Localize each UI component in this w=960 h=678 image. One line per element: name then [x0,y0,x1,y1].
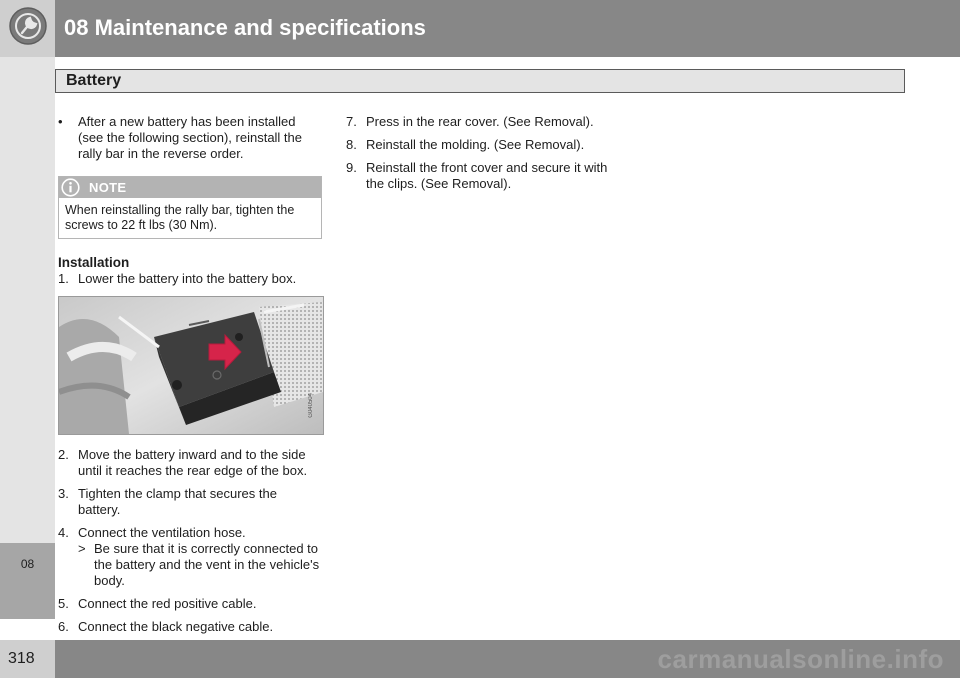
step-number: 8. [346,137,357,152]
step-item [58,271,322,287]
battery-illustration [58,296,324,435]
step-item [346,114,616,130]
page-number-box [0,640,55,678]
bullet-text: After a new battery has been installed (see the following section), reinstall the rally bar in the reverse order. [78,114,303,161]
step-item [58,447,322,479]
sub-step [78,541,322,589]
step-item [346,160,616,192]
step-text: Move the battery inward and to the side until it reaches the rear edge of the box. [78,447,308,478]
side-tab-label: 08 [20,557,35,571]
bullet-item [58,114,322,162]
steps-list [58,447,322,635]
step-number: 3. [58,486,69,501]
step-item [58,596,322,612]
bullet-dot: • [58,114,63,129]
step-item [346,137,616,153]
watermark: carmanualsonline.info [657,644,944,674]
battery-illustration-drawing [59,297,323,434]
sub-step-marker: > [78,541,86,556]
column-left [58,114,322,642]
note-text: When reinstalling the rally bar, tighten the screws to 22 ft lbs (30 Nm). [65,203,295,232]
section-bar [55,69,905,93]
side-tab-marker [0,543,55,619]
sub-step-text: Be sure that it is correctly connected to the battery and the vent in the vehicle's body. [94,541,320,588]
page-header [0,0,960,57]
step-number: 6. [58,619,69,634]
note-box [58,176,322,239]
step-text: Connect the ventilation hose. [78,525,246,540]
step-number: 1. [58,271,69,286]
page-title: 08 Maintenance and specifications [64,15,426,40]
step-text: Connect the black negative cable. [78,619,274,634]
step-text: Reinstall the molding. (See Removal). [366,137,585,152]
side-tab [0,57,55,619]
note-header [59,177,321,198]
step-number: 9. [346,160,357,175]
step-text: Press in the rear cover. (See Removal). [366,114,594,129]
step-item [58,486,322,518]
step-number: 2. [58,447,69,462]
info-icon [61,178,80,197]
step-number: 4. [58,525,69,540]
installation-heading: Installation [58,255,130,270]
step-number: 5. [58,596,69,611]
header-icon-box [0,0,55,57]
figure-code: G040504 [308,393,314,418]
section-title: Battery [66,72,122,89]
step-text: Tighten the clamp that secures the battery. [78,486,277,517]
step-text: Reinstall the front cover and secure it with the clips. (See Removal). [366,160,608,191]
step-item [58,525,322,589]
note-title: NOTE [89,180,127,195]
step-text: Lower the battery into the battery box. [78,271,297,286]
page-footer [0,640,960,678]
step-item [58,619,322,635]
wrench-icon [8,6,48,46]
page-number: 318 [8,650,35,667]
step-text: Connect the red positive cable. [78,596,257,611]
column-right [346,114,616,199]
step-number: 7. [346,114,357,129]
